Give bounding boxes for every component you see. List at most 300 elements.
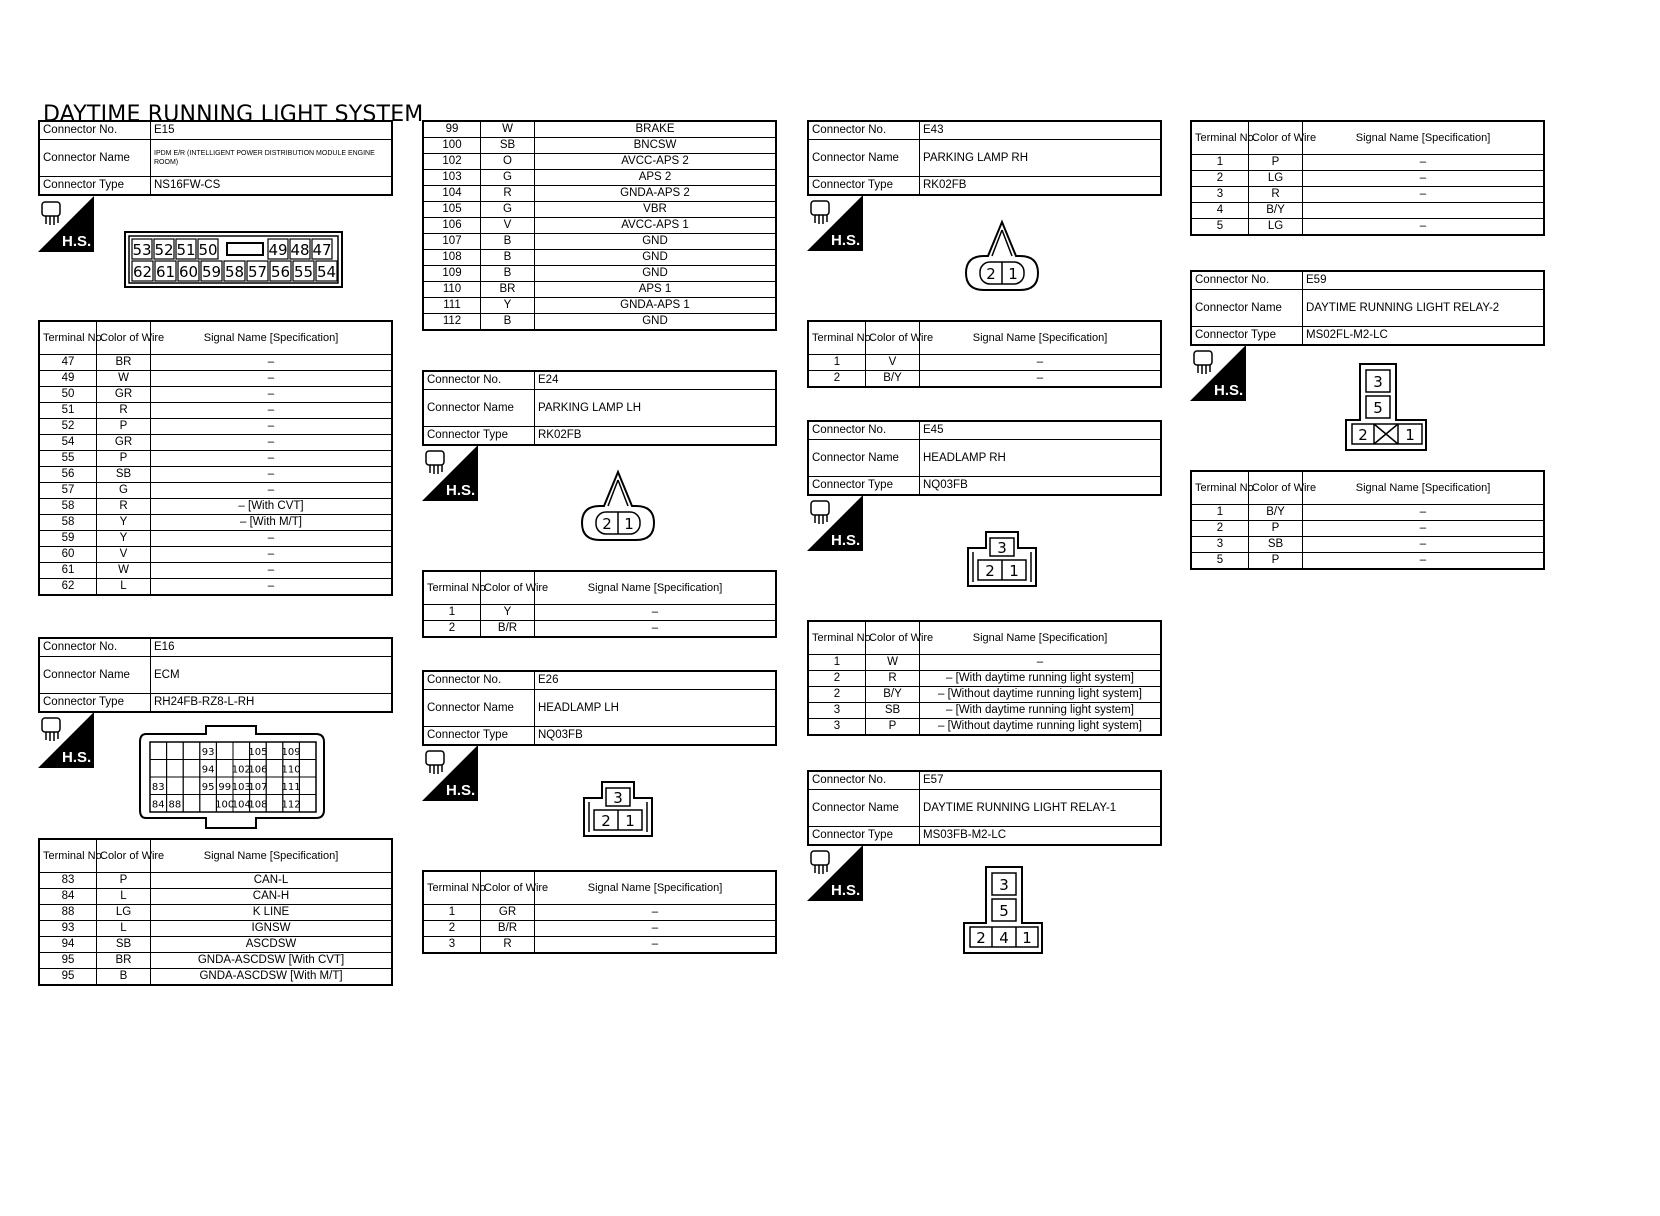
terminal-cell: 52 bbox=[39, 419, 97, 435]
signal-cell: – bbox=[535, 605, 777, 621]
signal-cell: – bbox=[1303, 537, 1545, 553]
signal-cell: GNDA-APS 1 bbox=[535, 298, 777, 314]
signal-cell: – bbox=[151, 403, 393, 419]
table-row bbox=[423, 170, 776, 186]
terminal-cell: 60 bbox=[39, 547, 97, 563]
header-signal: Signal Name [Specification] bbox=[1303, 121, 1545, 155]
table-row bbox=[39, 547, 392, 563]
terminal-cell: 1 bbox=[1191, 505, 1249, 521]
pin-label: 88 bbox=[168, 799, 182, 811]
hs-label: H.S. bbox=[62, 749, 92, 766]
terminal-cell: 2 bbox=[423, 921, 481, 937]
wire-color-cell: Y bbox=[481, 298, 535, 314]
label: Connector Type bbox=[423, 427, 535, 446]
terminal-cell: 49 bbox=[39, 371, 97, 387]
signal-cell: – [Without daytime running light system] bbox=[920, 719, 1162, 736]
e59-terminal-table bbox=[1190, 470, 1545, 570]
wire-color-cell: SB bbox=[97, 937, 151, 953]
signal-cell: K LINE bbox=[151, 905, 393, 921]
wire-color-cell: W bbox=[481, 121, 535, 138]
wire-color-cell: R bbox=[481, 937, 535, 954]
wire-color-cell: B/Y bbox=[1249, 203, 1303, 219]
terminal-cell: 95 bbox=[39, 969, 97, 986]
harness-side-icon bbox=[422, 745, 478, 801]
terminal-cell: 110 bbox=[423, 282, 481, 298]
table-row bbox=[808, 371, 1161, 388]
terminal-cell: 3 bbox=[808, 719, 866, 736]
hs-label: H.S. bbox=[831, 232, 861, 249]
wire-color-cell: B bbox=[481, 250, 535, 266]
hs-label: H.S. bbox=[446, 482, 476, 499]
connector-no: E24 bbox=[535, 371, 777, 390]
table-row bbox=[808, 671, 1161, 687]
header-signal: Signal Name [Specification] bbox=[1303, 471, 1545, 505]
hs-label: H.S. bbox=[831, 532, 861, 549]
wire-color-cell: L bbox=[97, 889, 151, 905]
pin-label: 53 bbox=[132, 241, 152, 259]
table-row bbox=[39, 953, 392, 969]
e16-connector-face bbox=[138, 724, 328, 834]
signal-cell: GND bbox=[535, 250, 777, 266]
table-row bbox=[1191, 155, 1544, 171]
e43-connector-svg bbox=[964, 220, 1040, 292]
table-row bbox=[39, 563, 392, 579]
header-terminal: Terminal No. bbox=[808, 621, 866, 655]
pin-label: 3 bbox=[1373, 373, 1383, 391]
pin-label: 1 bbox=[625, 812, 635, 830]
header-terminal: Terminal No. bbox=[1191, 471, 1249, 505]
table-row bbox=[39, 921, 392, 937]
e26-terminal-table bbox=[422, 870, 777, 954]
pin-label: 47 bbox=[312, 241, 332, 259]
terminal-cell: 5 bbox=[1191, 553, 1249, 570]
pin-label: 94 bbox=[201, 764, 215, 776]
pin-label: 50 bbox=[198, 241, 218, 259]
table-row bbox=[1191, 553, 1544, 570]
terminal-cell: 108 bbox=[423, 250, 481, 266]
signal-cell: – bbox=[151, 435, 393, 451]
wire-color-cell: G bbox=[97, 483, 151, 499]
terminal-cell: 106 bbox=[423, 218, 481, 234]
header-color: Color of Wire bbox=[97, 321, 151, 355]
wire-color-cell: Y bbox=[97, 515, 151, 531]
header-signal: Signal Name [Specification] bbox=[920, 621, 1162, 655]
signal-cell: GND bbox=[535, 314, 777, 331]
wire-color-cell: V bbox=[866, 355, 920, 371]
pin-cell bbox=[167, 742, 184, 760]
terminal-cell: 84 bbox=[39, 889, 97, 905]
wire-color-cell: GR bbox=[481, 905, 535, 921]
terminal-cell: 2 bbox=[808, 671, 866, 687]
pin-label: 83 bbox=[151, 782, 165, 793]
table-row bbox=[1191, 187, 1544, 203]
terminal-cell: 3 bbox=[1191, 187, 1249, 203]
header-signal: Signal Name [Specification] bbox=[535, 571, 777, 605]
terminal-cell: 50 bbox=[39, 387, 97, 403]
e45-connector-face bbox=[966, 530, 1040, 590]
signal-cell: – bbox=[151, 547, 393, 563]
table-row bbox=[39, 499, 392, 515]
table-row bbox=[1191, 219, 1544, 236]
wire-color-cell: P bbox=[1249, 553, 1303, 570]
e43-connector-face bbox=[964, 220, 1040, 292]
wire-color-cell: B/Y bbox=[866, 687, 920, 703]
terminal-cell: 3 bbox=[808, 703, 866, 719]
wire-color-cell: R bbox=[1249, 187, 1303, 203]
terminal-cell: 3 bbox=[1191, 537, 1249, 553]
wire-color-cell: G bbox=[481, 170, 535, 186]
table-row bbox=[423, 154, 776, 170]
signal-cell: AVCC-APS 1 bbox=[535, 218, 777, 234]
pin-cell bbox=[167, 760, 184, 778]
table-row bbox=[1191, 521, 1544, 537]
wire-color-cell: R bbox=[866, 671, 920, 687]
e59-connector-svg bbox=[1344, 362, 1430, 454]
terminal-cell: 83 bbox=[39, 873, 97, 889]
terminal-cell: 109 bbox=[423, 266, 481, 282]
label: Connector No. bbox=[808, 421, 920, 440]
e16-info-table bbox=[38, 637, 393, 713]
signal-cell: BNCSW bbox=[535, 138, 777, 154]
connector-no: E59 bbox=[1303, 271, 1545, 290]
header-terminal: Terminal No. bbox=[808, 321, 866, 355]
pin-label: 59 bbox=[201, 263, 222, 281]
signal-cell: – bbox=[920, 371, 1162, 388]
wire-color-cell: BR bbox=[97, 953, 151, 969]
pin-cell bbox=[167, 777, 184, 795]
e45-connector-svg bbox=[966, 530, 1040, 590]
pin-cell bbox=[150, 760, 167, 778]
wire-color-cell: G bbox=[481, 202, 535, 218]
label: Connector No. bbox=[39, 638, 151, 657]
table-row bbox=[39, 515, 392, 531]
hs-label: H.S. bbox=[1214, 382, 1244, 399]
pin-label: 104 bbox=[231, 799, 251, 811]
wire-color-cell: LG bbox=[97, 905, 151, 921]
label: Connector No. bbox=[808, 771, 920, 790]
label: Connector Type bbox=[808, 827, 920, 846]
pin-label: 110 bbox=[281, 764, 301, 776]
signal-cell: – [With daytime running light system] bbox=[920, 671, 1162, 687]
table-row bbox=[39, 435, 392, 451]
pin-label: 103 bbox=[231, 782, 251, 793]
pin-label: 111 bbox=[281, 782, 301, 793]
terminal-cell: 105 bbox=[423, 202, 481, 218]
hs-label: H.S. bbox=[831, 882, 861, 899]
signal-cell: VBR bbox=[535, 202, 777, 218]
pin-cell bbox=[266, 742, 283, 760]
signal-cell: – bbox=[535, 905, 777, 921]
terminal-cell: 93 bbox=[39, 921, 97, 937]
wire-color-cell: SB bbox=[866, 703, 920, 719]
terminal-cell: 2 bbox=[1191, 171, 1249, 187]
wire-color-cell: BR bbox=[97, 355, 151, 371]
e45-info-table bbox=[807, 420, 1162, 496]
terminal-cell: 54 bbox=[39, 435, 97, 451]
pin-label: 5 bbox=[999, 902, 1009, 920]
connector-name: ECM bbox=[151, 657, 393, 694]
signal-cell: – bbox=[151, 531, 393, 547]
label: Connector Type bbox=[808, 477, 920, 496]
table-row bbox=[423, 266, 776, 282]
wire-color-cell: B/R bbox=[481, 921, 535, 937]
table-row bbox=[1191, 505, 1544, 521]
terminal-cell: 107 bbox=[423, 234, 481, 250]
terminal-cell: 3 bbox=[423, 937, 481, 954]
connector-name: PARKING LAMP RH bbox=[920, 140, 1162, 177]
harness-side-icon bbox=[1190, 345, 1246, 401]
signal-cell: – bbox=[151, 563, 393, 579]
e59-info-table bbox=[1190, 270, 1545, 346]
table-row bbox=[1191, 537, 1544, 553]
pin-cell bbox=[216, 760, 233, 778]
label: Connector Name bbox=[808, 790, 920, 827]
connector-no: E15 bbox=[151, 121, 393, 140]
pin-label: 1 bbox=[1022, 929, 1032, 947]
label: Connector Type bbox=[808, 177, 920, 196]
e16-terminal-table bbox=[38, 838, 393, 986]
wire-color-cell: P bbox=[1249, 155, 1303, 171]
signal-cell: – bbox=[151, 579, 393, 596]
e45-terminal-table bbox=[807, 620, 1162, 736]
connector-type: RH24FB-RZ8-L-RH bbox=[151, 694, 393, 713]
table-row bbox=[423, 121, 776, 138]
table-row bbox=[39, 387, 392, 403]
terminal-cell: 51 bbox=[39, 403, 97, 419]
pin-cell bbox=[183, 760, 200, 778]
wire-color-cell: B bbox=[481, 314, 535, 331]
wire-color-cell: P bbox=[1249, 521, 1303, 537]
table-row bbox=[423, 202, 776, 218]
wire-color-cell: W bbox=[97, 371, 151, 387]
pin-cell bbox=[266, 795, 283, 813]
e57-info-table bbox=[807, 770, 1162, 846]
e26-connector-face bbox=[582, 780, 656, 840]
terminal-cell: 95 bbox=[39, 953, 97, 969]
terminal-cell: 55 bbox=[39, 451, 97, 467]
table-row bbox=[39, 889, 392, 905]
signal-cell: APS 2 bbox=[535, 170, 777, 186]
pin-cell bbox=[150, 742, 167, 760]
terminal-cell: 47 bbox=[39, 355, 97, 371]
connector-name: HEADLAMP RH bbox=[920, 440, 1162, 477]
e26-connector-svg bbox=[582, 780, 656, 840]
table-row bbox=[39, 403, 392, 419]
pin-cell bbox=[299, 795, 316, 813]
header-terminal: Terminal No. bbox=[423, 871, 481, 905]
pin-cell bbox=[183, 795, 200, 813]
signal-cell: GND bbox=[535, 266, 777, 282]
table-row bbox=[808, 719, 1161, 736]
signal-cell: – [With CVT] bbox=[151, 499, 393, 515]
wire-color-cell: P bbox=[97, 419, 151, 435]
pin-label: 100 bbox=[215, 799, 235, 811]
terminal-cell: 2 bbox=[423, 621, 481, 638]
label: Connector Name bbox=[423, 390, 535, 427]
pin-label: 51 bbox=[176, 241, 196, 259]
harness-side-icon bbox=[38, 196, 94, 252]
hs-label: H.S. bbox=[446, 782, 476, 799]
wire-color-cell: R bbox=[97, 499, 151, 515]
signal-cell: – bbox=[151, 371, 393, 387]
terminal-cell: 4 bbox=[1191, 203, 1249, 219]
terminal-cell: 2 bbox=[1191, 521, 1249, 537]
wire-color-cell: V bbox=[97, 547, 151, 563]
table-row bbox=[423, 921, 776, 937]
signal-cell: – bbox=[535, 921, 777, 937]
table-row bbox=[1191, 171, 1544, 187]
wire-color-cell: LG bbox=[1249, 171, 1303, 187]
table-row bbox=[808, 355, 1161, 371]
pin-label: 56 bbox=[270, 263, 291, 281]
pin-label: 2 bbox=[976, 929, 986, 947]
terminal-cell: 58 bbox=[39, 499, 97, 515]
header-color: Color of Wire bbox=[1249, 121, 1303, 155]
wire-color-cell: B bbox=[97, 969, 151, 986]
wire-color-cell: V bbox=[481, 218, 535, 234]
harness-side-icon bbox=[807, 495, 863, 551]
signal-cell: – bbox=[535, 937, 777, 954]
signal-cell: – bbox=[535, 621, 777, 638]
terminal-cell: 57 bbox=[39, 483, 97, 499]
terminal-cell: 88 bbox=[39, 905, 97, 921]
wire-color-cell: W bbox=[97, 563, 151, 579]
wire-color-cell: L bbox=[97, 579, 151, 596]
connector-no: E16 bbox=[151, 638, 393, 657]
e57-terminal-table bbox=[1190, 120, 1545, 236]
connector-type: NS16FW-CS bbox=[151, 177, 393, 196]
pin-label: 1 bbox=[1009, 562, 1019, 580]
header-terminal: Terminal No. bbox=[39, 321, 97, 355]
signal-cell: – [Without daytime running light system] bbox=[920, 687, 1162, 703]
label: Connector Name bbox=[39, 140, 151, 177]
pin-cell bbox=[183, 742, 200, 760]
terminal-cell: 5 bbox=[1191, 219, 1249, 236]
page-title: DAYTIME RUNNING LIGHT SYSTEM bbox=[43, 102, 424, 127]
connector-no: E26 bbox=[535, 671, 777, 690]
terminal-cell: 61 bbox=[39, 563, 97, 579]
signal-cell: CAN-L bbox=[151, 873, 393, 889]
signal-cell: – bbox=[1303, 553, 1545, 570]
table-row bbox=[423, 218, 776, 234]
e24-info-table bbox=[422, 370, 777, 446]
signal-cell: – bbox=[1303, 521, 1545, 537]
table-row bbox=[39, 531, 392, 547]
pin-label: 3 bbox=[999, 876, 1009, 894]
pin-label: 107 bbox=[248, 782, 268, 793]
table-row bbox=[423, 298, 776, 314]
table-row bbox=[39, 467, 392, 483]
table-row bbox=[423, 314, 776, 331]
header-signal: Signal Name [Specification] bbox=[920, 321, 1162, 355]
signal-cell: – bbox=[1303, 505, 1545, 521]
label: Connector No. bbox=[423, 371, 535, 390]
wire-color-cell: GR bbox=[97, 435, 151, 451]
pin-label: 5 bbox=[1373, 399, 1383, 417]
connector-name: IPDM E/R (INTELLIGENT POWER DISTRIBUTION MODULE ENGINE ROOM) bbox=[151, 140, 393, 177]
connector-name: PARKING LAMP LH bbox=[535, 390, 777, 427]
table-row bbox=[423, 250, 776, 266]
pin-label: 3 bbox=[613, 789, 623, 807]
terminal-cell: 104 bbox=[423, 186, 481, 202]
header-color: Color of Wire bbox=[1249, 471, 1303, 505]
table-row bbox=[39, 969, 392, 986]
pin-label: 2 bbox=[985, 562, 995, 580]
pin-label: 1 bbox=[1008, 265, 1018, 283]
e15-connector-svg bbox=[124, 231, 344, 289]
pin-label: 2 bbox=[1358, 426, 1368, 444]
label: Connector Type bbox=[1191, 327, 1303, 346]
wire-color-cell: P bbox=[866, 719, 920, 736]
wire-color-cell: B/Y bbox=[866, 371, 920, 388]
pin-label: 1 bbox=[1405, 426, 1415, 444]
wire-color-cell: GR bbox=[97, 387, 151, 403]
terminal-cell: 58 bbox=[39, 515, 97, 531]
hs-label: H.S. bbox=[62, 233, 92, 250]
connector-type: MS03FB-M2-LC bbox=[920, 827, 1162, 846]
pin-cell bbox=[200, 795, 217, 813]
signal-cell: IGNSW bbox=[151, 921, 393, 937]
wire-color-cell: B bbox=[481, 234, 535, 250]
terminal-cell: 103 bbox=[423, 170, 481, 186]
terminal-cell: 1 bbox=[423, 605, 481, 621]
label: Connector Name bbox=[39, 657, 151, 694]
label: Connector Type bbox=[423, 727, 535, 746]
signal-cell: – bbox=[151, 451, 393, 467]
terminal-cell: 111 bbox=[423, 298, 481, 314]
signal-cell bbox=[1303, 203, 1545, 219]
e15-terminal-table bbox=[38, 320, 393, 596]
terminal-cell: 112 bbox=[423, 314, 481, 331]
e59-connector-face bbox=[1344, 362, 1430, 454]
harness-side-icon bbox=[807, 845, 863, 901]
signal-cell: – bbox=[151, 483, 393, 499]
label: Connector No. bbox=[808, 121, 920, 140]
terminal-cell: 1 bbox=[808, 655, 866, 671]
signal-cell: CAN-H bbox=[151, 889, 393, 905]
pin-label: 57 bbox=[247, 263, 268, 281]
table-row bbox=[39, 355, 392, 371]
wire-color-cell: LG bbox=[1249, 219, 1303, 236]
connector-no: E45 bbox=[920, 421, 1162, 440]
label: Connector Name bbox=[1191, 290, 1303, 327]
header-color: Color of Wire bbox=[866, 321, 920, 355]
table-row bbox=[39, 873, 392, 889]
header-color: Color of Wire bbox=[97, 839, 151, 873]
pin-cell bbox=[216, 742, 233, 760]
signal-cell: – bbox=[1303, 155, 1545, 171]
wire-color-cell: B/R bbox=[481, 621, 535, 638]
pin-label: 52 bbox=[154, 241, 174, 259]
header-terminal: Terminal No. bbox=[39, 839, 97, 873]
pin-label: 106 bbox=[248, 764, 268, 776]
wire-color-cell: BR bbox=[481, 282, 535, 298]
terminal-cell: 2 bbox=[808, 687, 866, 703]
wire-color-cell: B/Y bbox=[1249, 505, 1303, 521]
pin-cell bbox=[299, 760, 316, 778]
signal-cell: APS 1 bbox=[535, 282, 777, 298]
pin-label: 108 bbox=[248, 799, 268, 811]
label: Connector No. bbox=[423, 671, 535, 690]
pin-label: 3 bbox=[997, 539, 1007, 557]
wire-color-cell: P bbox=[97, 451, 151, 467]
table-row bbox=[39, 905, 392, 921]
label: Connector Name bbox=[808, 140, 920, 177]
terminal-cell: 1 bbox=[1191, 155, 1249, 171]
table-row bbox=[423, 905, 776, 921]
pin-label: 4 bbox=[999, 929, 1009, 947]
wire-color-cell: SB bbox=[97, 467, 151, 483]
